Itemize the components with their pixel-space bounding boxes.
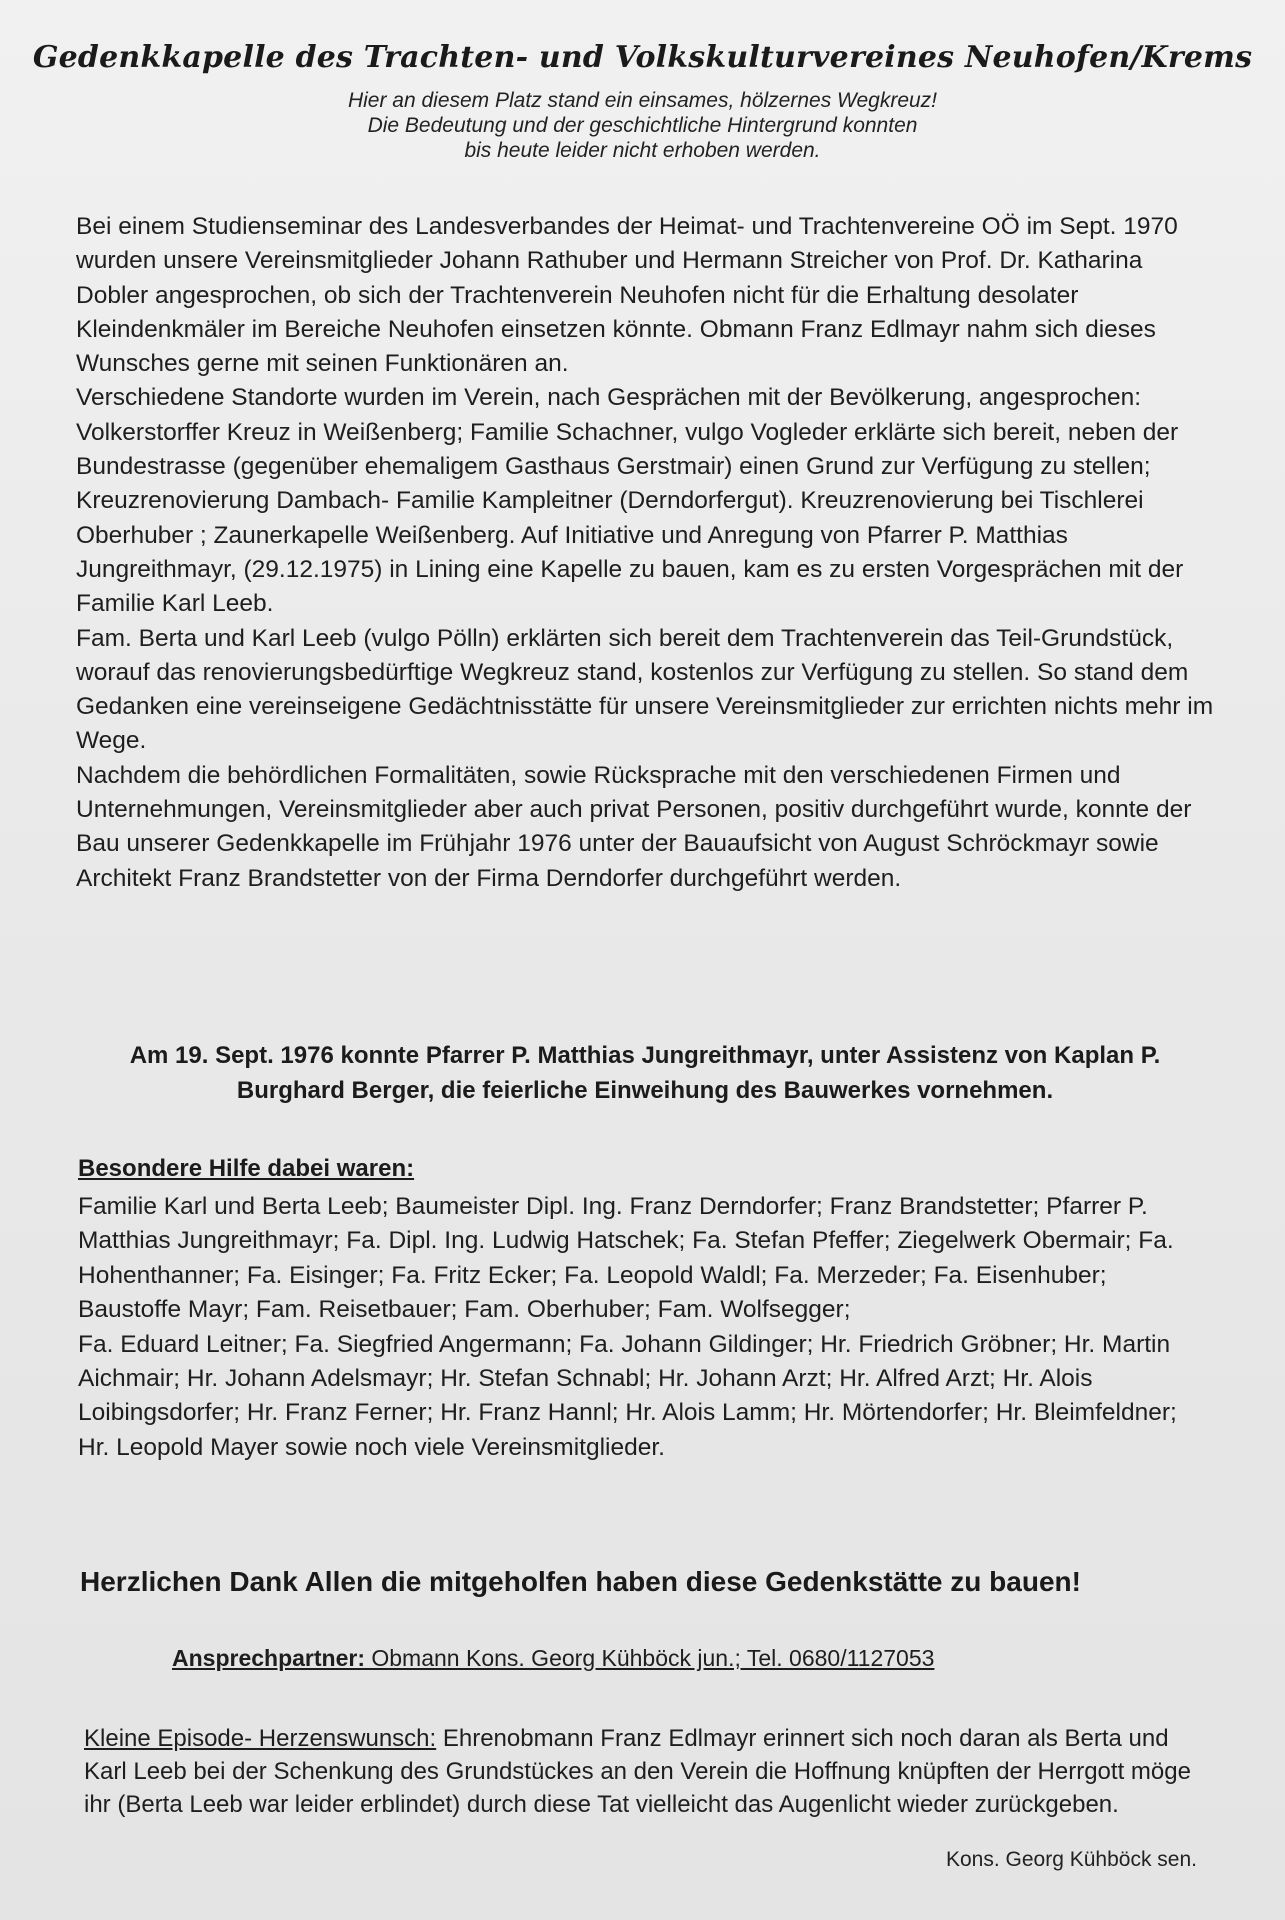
helpers-heading: Besondere Hilfe dabei waren:: [78, 1155, 415, 1182]
helpers-paragraph: Familie Karl und Berta Leeb; Baumeister Dipl. Ing. Franz Derndorfer; Franz Brandstetter; Pfarrer P. Matthias Jungreithmayr; Fa. Dipl. Ing. Ludwig Hatschek; Fa. Stefan Pfeffer; Ziegelwerk Obermair; Fa. Hohenthanner; Fa. Eisinger; Fa. Fritz Ecker; Fa. Leopold Waldl; Fa. Merzeder; Fa. Eisenhuber; Baustoffe Mayr; Fam. Reisetbauer; Fam. Oberhuber; Fam. Wolfsegger;: [78, 1193, 1174, 1324]
paragraph: Bei einem Studienseminar des Landesverbandes der Heimat- und Trachtenvereine OÖ im Sept. 1970 wurden unsere Vereinsmitglieder Johann Rathuber und Hermann Streicher von Prof. Dr. Katharina Dobler angesprochen, ob sich der Trachtenverein Neuhofen nicht für die Erhaltung desolater Kleindenkmäler im Bereiche Neuhofen einsetzen könnte. Obmann Franz Edlmayr nahm sich dieses Wunsches gerne mit seinen Funktionären an.: [76, 213, 1178, 378]
paragraph: Fam. Berta und Karl Leeb (vulgo Pölln) erklärten sich bereit dem Trachtenverein das Teil-Grundstück, worauf das renovierungsbedürftige Wegkreuz stand, kostenlos zur Verfügung zu stellen. So stand dem Gedanken eine vereinseigene Gedächtnisstätte für unsere Vereinsmitglieder zur errichten nichts mehr im Wege.: [76, 624, 1214, 755]
paragraph: Nachdem die behördlichen Formalitäten, sowie Rücksprache mit den verschiedenen Firmen und Unternehmungen, Vereinsmitglieder aber auch privat Personen, positiv durchgeführt wurde, konnte der Bau unserer Gedenkkapelle im Frühjahr 1976 unter der Bauaufsicht von August Schröckmayr sowie Architekt Franz Brandstetter von der Firma Derndorfer durchgeführt werden.: [76, 761, 1192, 892]
subtitle-line: bis heute leider nicht erhoben werden.: [464, 139, 821, 162]
contact-text: Obmann Kons. Georg Kühböck jun.; Tel. 0680/1127053: [364, 1645, 935, 1671]
signature: Kons. Georg Kühböck sen.: [946, 1848, 1197, 1871]
contact-line: [172, 1645, 934, 1672]
episode-paragraph: [84, 1722, 1214, 1821]
helpers-list: [78, 1190, 1213, 1465]
episode-label: Kleine Episode- Herzenswunsch:: [84, 1725, 437, 1752]
history-text: [76, 210, 1216, 896]
subtitle-line: Hier an diesem Platz stand ein einsames, hölzernes Wegkreuz!: [347, 89, 938, 112]
helpers-paragraph: Fa. Eduard Leitner; Fa. Siegfried Angermann; Fa. Johann Gildinger; Hr. Friedrich Gröbner; Hr. Martin Aichmair; Hr. Johann Adelsmayr; Hr. Stefan Schnabl; Hr. Johann Arzt; Hr. Alfred Arzt; Hr. Alois Loibingsdorfer; Hr. Franz Ferner; Hr. Franz Hannl; Hr. Alois Lamm; Hr. Mörtendorfer; Hr. Bleimfeldner; Hr. Leopold Mayer sowie noch viele Vereinsmitglieder.: [78, 1330, 1177, 1461]
contact-label: Ansprechpartner:: [172, 1645, 365, 1671]
episode-text: Ehrenobmann Franz Edlmayr erinnert sich noch daran als Berta und Karl Leeb bei der Schenkung des Grundstückes an den Verein die Hoffnung knüpften der Herrgott möge ihr (Berta Leeb war leider erblindet) durch diese Tat vielleicht das Augenlicht wieder zurückgeben.: [84, 1725, 1191, 1818]
paragraph: Verschiedene Standorte wurden im Verein, nach Gesprächen mit der Bevölkerung, angesprochen: Volkerstorffer Kreuz in Weißenberg; Familie Schachner, vulgo Vogleder erklärte sich bereit, neben der Bundestrasse (gegenüber ehemaligem Gasthaus Gerstmair) einen Grund zur Verfügung zu stellen; Kreuzrenovierung Dambach- Familie Kampleitner (Derndorfergut). Kreuzrenovierung bei Tischlerei Oberhuber ; Zaunerkapelle Weißenberg. Auf Initiative und Anregung von Pfarrer P. Matthias Jungreithmayr, (29.12.1975) in Lining eine Kapelle zu bauen, kam es zu ersten Vorgesprächen mit der Familie Karl Leeb.: [76, 384, 1184, 618]
subtitle: [0, 88, 1285, 163]
thanks-heading: Herzlichen Dank Allen die mitgeholfen haben diese Gedenkstätte zu bauen!: [80, 1566, 1081, 1597]
document-title: Gedenkkapelle des Trachten- und Volkskulturvereines Neuhofen/Krems: [32, 40, 1253, 75]
consecration-announcement: Am 19. Sept. 1976 konnte Pfarrer P. Matthias Jungreithmayr, unter Assistenz von Kaplan P. Burghard Berger, die feierliche Einweihung des Bauwerkes vornehmen.: [129, 1042, 1161, 1104]
subtitle-line: Die Bedeutung und der geschichtliche Hintergrund konnten: [367, 114, 918, 137]
